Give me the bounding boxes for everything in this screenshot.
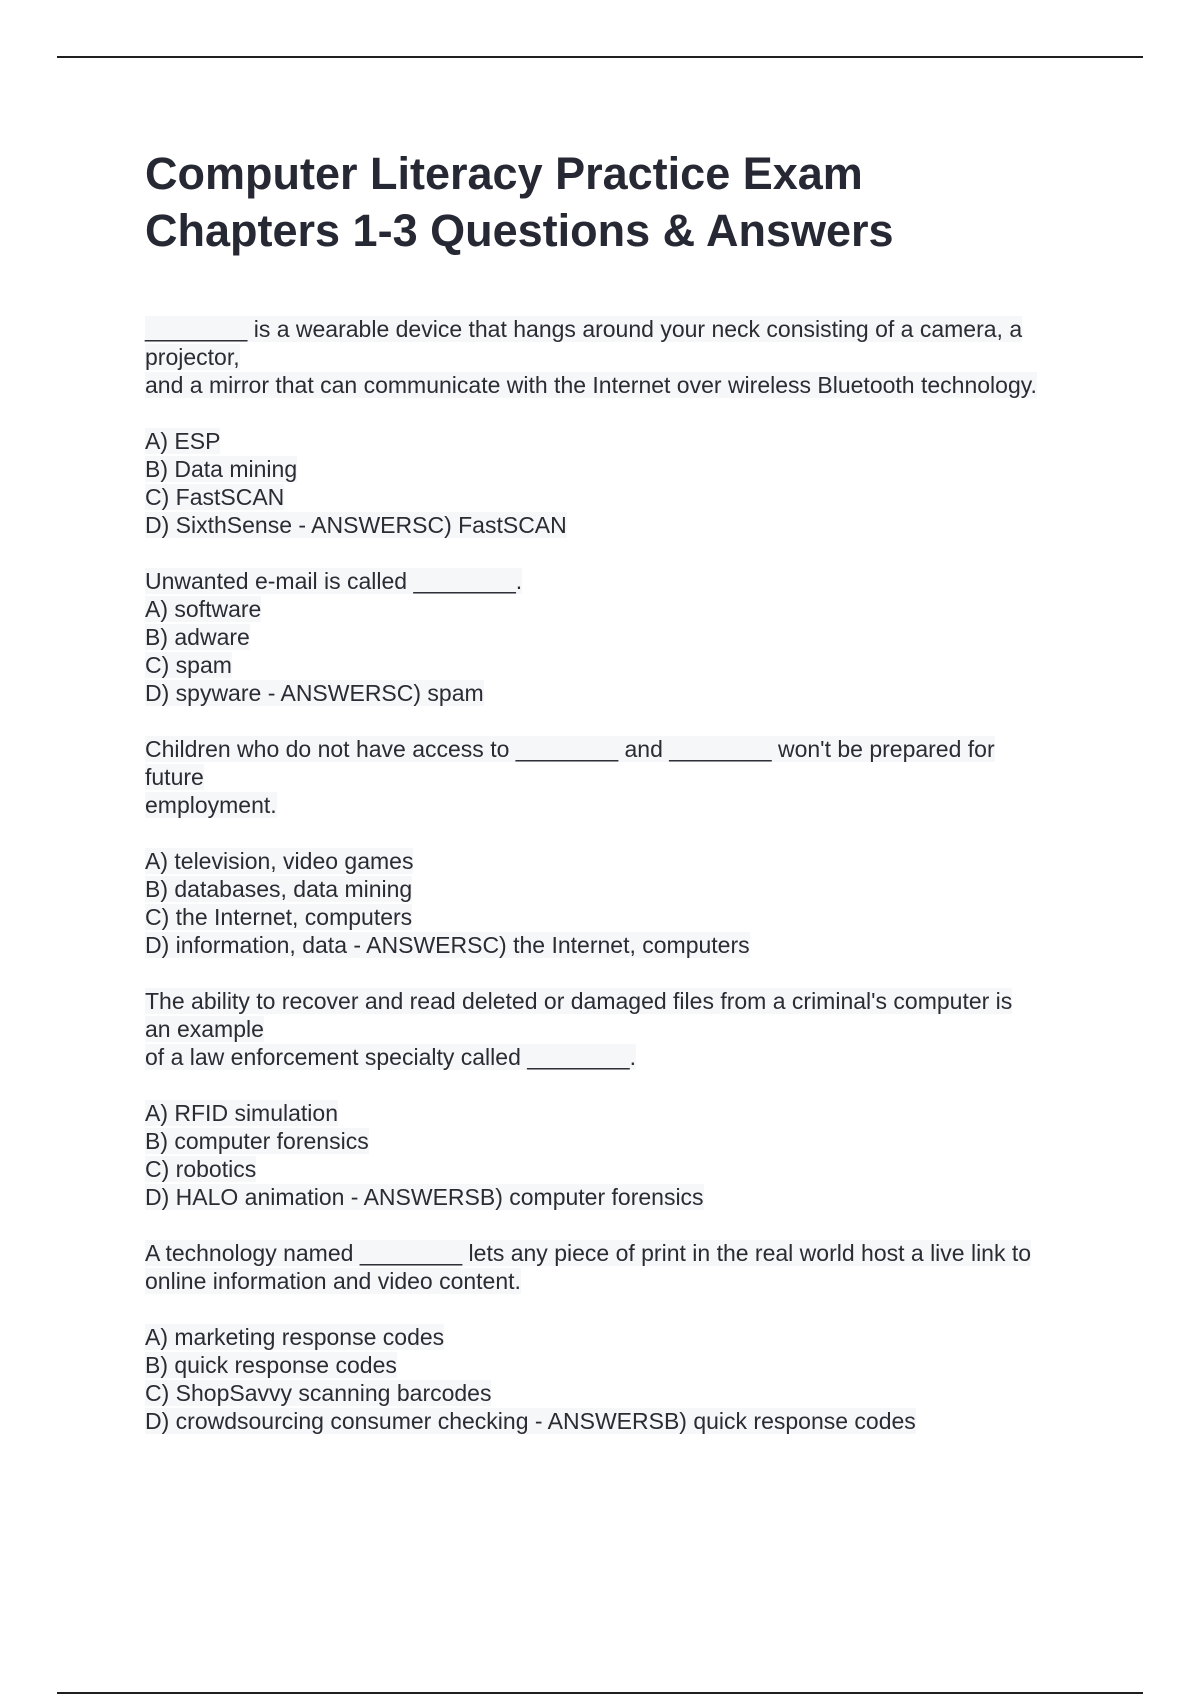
option-line: A) ESP xyxy=(145,428,221,454)
option-line: B) computer forensics xyxy=(145,1128,369,1154)
text-line: The ability to recover and read deleted or damaged files from a criminal's computer is xyxy=(145,988,1013,1014)
top-rule xyxy=(57,56,1143,58)
question-5-stem xyxy=(145,1239,1105,1295)
question-4-stem xyxy=(145,987,1105,1071)
question-5-options xyxy=(145,1323,1105,1435)
option-line: C) robotics xyxy=(145,1156,257,1182)
option-line: C) ShopSavvy scanning barcodes xyxy=(145,1380,492,1406)
title-line-2: Chapters 1-3 Questions & Answers xyxy=(145,205,894,256)
text-line: of a law enforcement specialty called ________. xyxy=(145,1044,636,1070)
text-line: future xyxy=(145,764,204,790)
question-1-stem xyxy=(145,315,1105,399)
text-line: employment. xyxy=(145,792,277,818)
title-line-1: Computer Literacy Practice Exam xyxy=(145,148,863,199)
question-1-options xyxy=(145,427,1105,539)
text-line: ________ is a wearable device that hangs around your neck consisting of a camera, a xyxy=(145,316,1023,342)
option-line: B) databases, data mining xyxy=(145,876,413,902)
text-line: projector, xyxy=(145,344,240,370)
question-4-options xyxy=(145,1099,1105,1211)
document-body xyxy=(145,145,1105,1463)
question-3-stem xyxy=(145,735,1105,819)
option-line: B) quick response codes xyxy=(145,1352,397,1378)
text-line: Children who do not have access to ________ and ________ won't be prepared for xyxy=(145,736,995,762)
page-title xyxy=(145,145,1105,259)
option-answer-line: D) information, data - ANSWERSC) the Internet, computers xyxy=(145,932,750,958)
text-line: A technology named ________ lets any piece of print in the real world host a live link to xyxy=(145,1240,1032,1266)
option-line: A) marketing response codes xyxy=(145,1324,445,1350)
text-line: an example xyxy=(145,1016,264,1042)
option-answer-line: D) spyware - ANSWERSC) spam xyxy=(145,680,484,706)
option-answer-line: D) crowdsourcing consumer checking - ANSWERSB) quick response codes xyxy=(145,1408,916,1434)
option-line: B) adware xyxy=(145,624,250,650)
option-line: B) Data mining xyxy=(145,456,298,482)
option-line: A) television, video games xyxy=(145,848,414,874)
bottom-rule xyxy=(57,1692,1143,1694)
option-line: A) RFID simulation xyxy=(145,1100,338,1126)
option-line: A) software xyxy=(145,596,262,622)
option-answer-line: D) HALO animation - ANSWERSB) computer forensics xyxy=(145,1184,704,1210)
question-3-options xyxy=(145,847,1105,959)
text-line: Unwanted e-mail is called ________. xyxy=(145,568,523,594)
text-line: online information and video content. xyxy=(145,1268,521,1294)
option-line: C) FastSCAN xyxy=(145,484,285,510)
question-2 xyxy=(145,567,1105,707)
option-answer-line: D) SixthSense - ANSWERSC) FastSCAN xyxy=(145,512,567,538)
option-line: C) spam xyxy=(145,652,232,678)
option-line: C) the Internet, computers xyxy=(145,904,413,930)
text-line: and a mirror that can communicate with the Internet over wireless Bluetooth technology. xyxy=(145,372,1037,398)
